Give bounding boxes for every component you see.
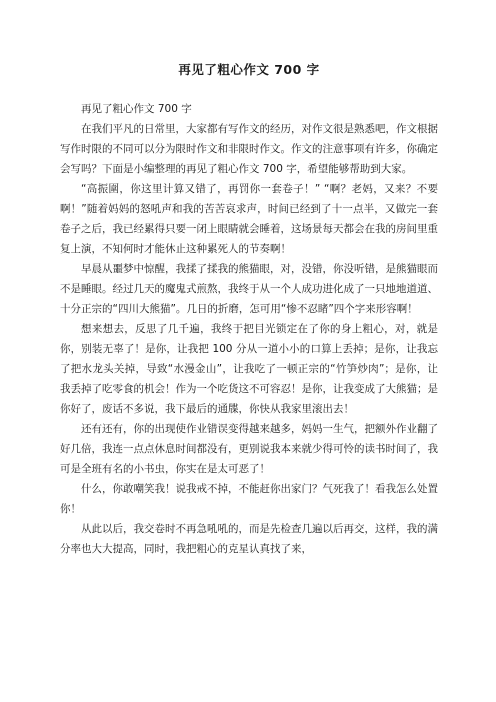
- paragraph-intro: 在我们平凡的日常里，大家都有写作文的经历，对作文很是熟悉吧，作文根据写作时限的不同可以分为限时作文和非限时作文。作文的注意事项有许多，你确定会写吗？下面是小编整理的再见了粗心作文 700 字，希望能够帮助到大家。: [60, 123, 438, 175]
- paragraph-resolution: 从此以后，我交卷时不再急吼吼的，而是先检查几遍以后再交，这样，我的满分率也大大提高，同时，我把粗心的克星认真找了来，: [60, 523, 438, 555]
- paragraph-blame-carelessness: 想来想去，反思了几千遍，我终于把目光锁定在了你的身上粗心，对，就是你，别装无辜了！是你，让我把 100 分从一道小小的口算上丢掉；是你，让我忘了把水龙头关掉，导致“水漫金山”，让我吃了一顿正宗的“竹笋炒肉”；是你，让我丢掉了吃零食的机会！作为一个吃货这不可容忍！是你，让我变成了大熊猫；是你好了，废话不多说，我下最后的通牒，你快从我家里滚出去！: [60, 323, 438, 415]
- document-title: 再见了粗心作文 700 字: [178, 62, 320, 77]
- paragraph-challenge: 什么，你敢嘲笑我！说我戒不掉，不能赶你出家门？气死我了！看我怎么处置你！: [60, 483, 438, 515]
- document-subtitle: 再见了粗心作文 700 字: [81, 103, 192, 115]
- paragraph-extra-homework: 还有还有，你的出现使作业错误变得越来越多，妈妈一生气，把额外作业翻了好几倍，我连一点点休息时间都没有，更别说我本来就少得可怜的读书时间了，我可是全班有名的小书虫，你实在是太可恶了！: [60, 423, 438, 475]
- paragraph-panda-eyes: 早晨从噩梦中惊醒，我揉了揉我的熊猫眼，对，没错，你没听错，是熊猫眼而不是睡眼。经过几天的魔鬼式煎熬，我终于从一个人成功进化成了一只地地道道、十分正宗的“四川大熊猫”。几日的折磨，怎可用“惨不忍睹”四个字来形容啊！: [60, 263, 438, 315]
- paragraph-scolding: “高振圍，你这里计算又错了，再罚你一套卷子！” “啊？老妈，又来？不要啊！”随着妈妈的怒吼声和我的苦苦哀求声，时间已经到了十一点半，又做完一套卷子之后，我已经累得只要一闭上眼睛就会睡着，这场景每天都会在我的房间里重复上演，不知何时才能休止这种累死人的节奏啊！: [60, 183, 438, 255]
